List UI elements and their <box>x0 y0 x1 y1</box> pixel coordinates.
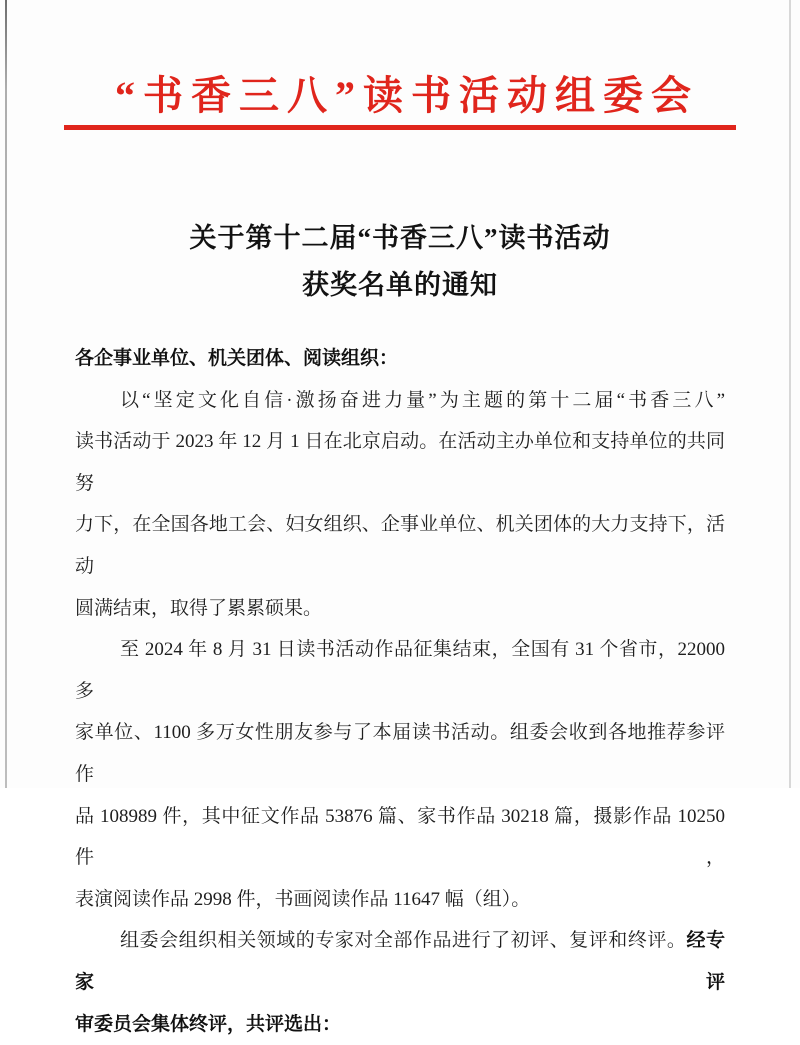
para1-line2: 读书活动于 2023 年 12 月 1 日在北京启动。在活动主办单位和支持单位的共同努 <box>75 421 725 504</box>
para2-line1: 至 2024 年 8 月 31 日读书活动作品征集结束，全国有 31 个省市，22000 多 <box>75 629 725 712</box>
letterhead-divider-rule <box>64 125 736 130</box>
para1-line1: 以“坚定文化自信·激扬奋进力量”为主题的第十二届“书香三八” <box>75 380 725 422</box>
page-left-edge-line <box>5 0 7 788</box>
notice-body <box>75 338 725 1045</box>
para3-line2-emphasis-text: 审委员会集体终评，共评选出： <box>75 1004 725 1045</box>
para1-line3: 力下，在全国各地工会、妇女组织、企事业单位、机关团体的大力支持下，活动 <box>75 504 725 587</box>
letterhead <box>0 0 800 130</box>
notice-title <box>0 215 800 309</box>
para2-line2: 家单位、1100 多万女性朋友参与了本届读书活动。组委会收到各地推荐参评作 <box>75 712 725 795</box>
notice-title-line2: 获奖名单的通知 <box>0 262 800 309</box>
para1-line4: 圆满结束，取得了累累硕果。 <box>75 588 725 630</box>
letterhead-org-name: “书香三八”读书活动组委会 <box>0 76 800 116</box>
page-right-edge-line <box>789 0 791 788</box>
para2-line3: 品 108989 件，其中征文作品 53876 篇、家书作品 30218 篇，摄影作品 10250 件， <box>75 796 725 879</box>
para2-line4: 表演阅读作品 2998 件，书画阅读作品 11647 幅（组）。 <box>75 879 725 921</box>
salutation-line: 各企事业单位、机关团体、阅读组织： <box>75 338 725 380</box>
notice-title-line1: 关于第十二届“书香三八”读书活动 <box>0 215 800 262</box>
para3-line1-emphasis-text: 经专家评 <box>75 930 725 993</box>
para3-line1-normal-text: 组委会组织相关领域的专家对全部作品进行了初评、复评和终评。 <box>120 930 686 951</box>
para3-line1 <box>75 920 725 1003</box>
